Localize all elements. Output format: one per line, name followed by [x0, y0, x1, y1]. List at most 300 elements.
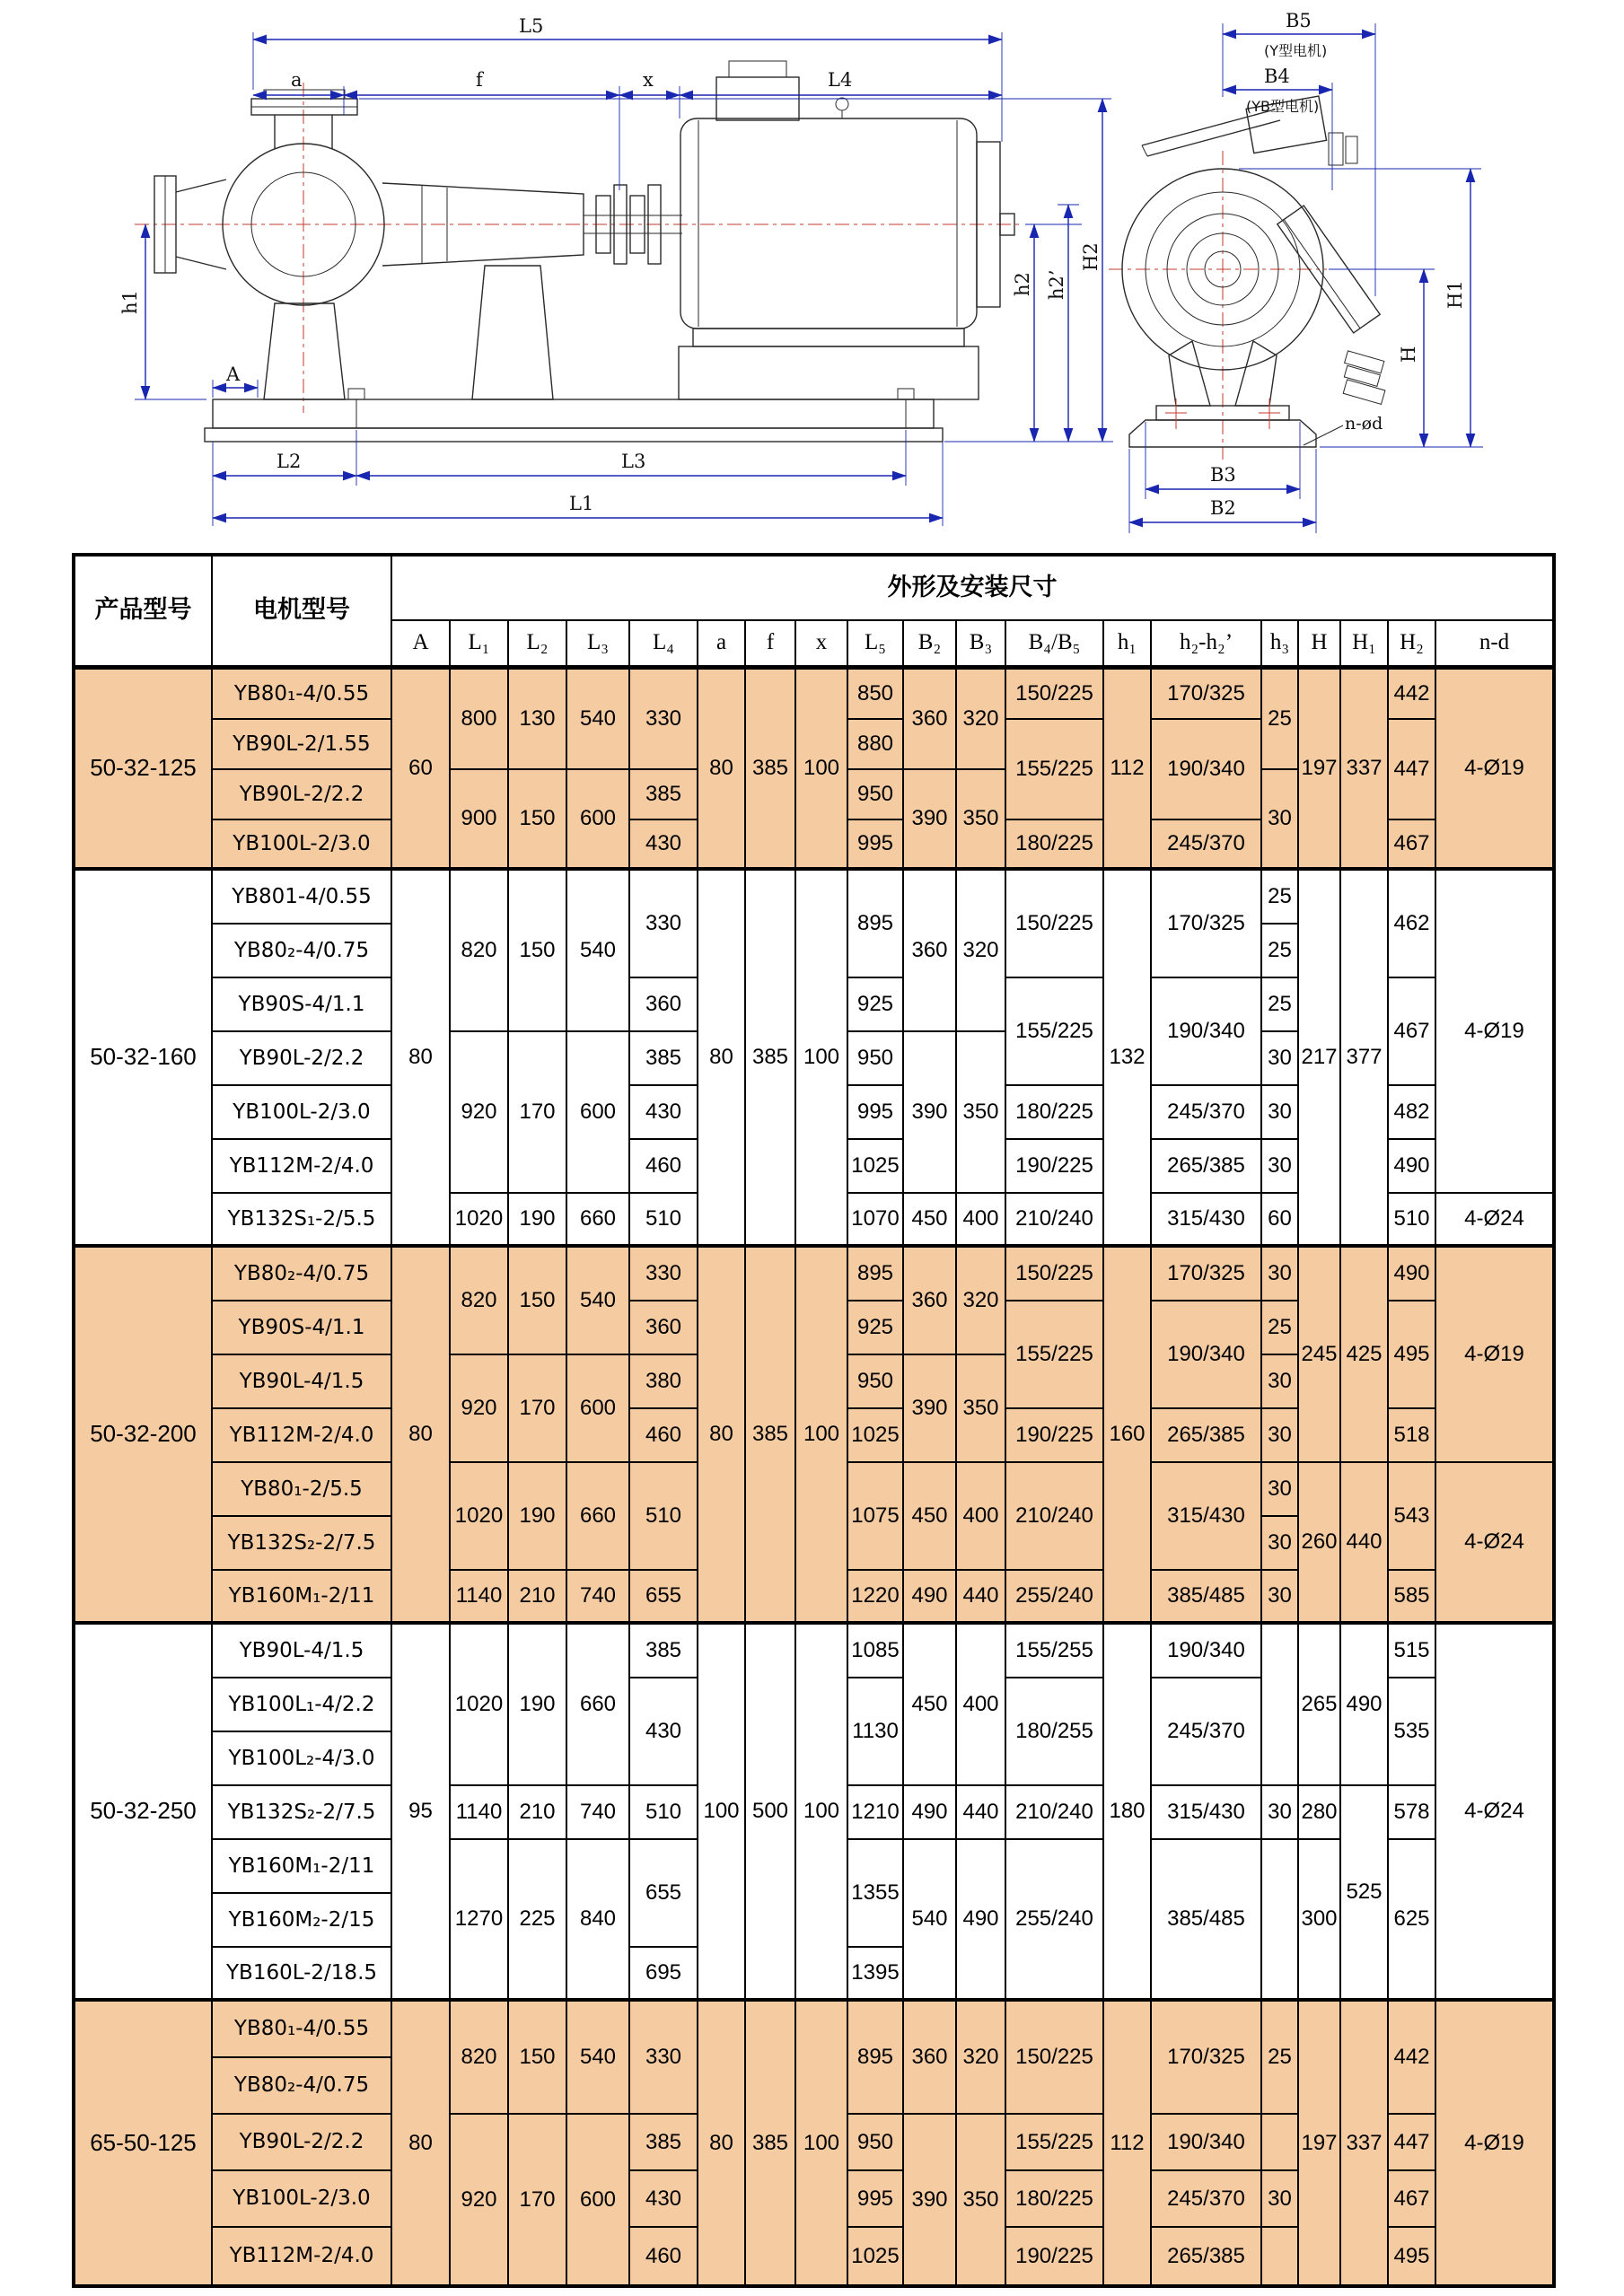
motor-cell: YB100L₁-4/2.2 [213, 1678, 392, 1732]
dim-cell: 30 [1262, 2171, 1299, 2228]
dim-cell: 540 [567, 670, 630, 770]
dim-cell: 840 [567, 1840, 630, 2002]
dim-cell: 330 [630, 2002, 698, 2115]
dim-cell: 1025 [848, 1140, 904, 1194]
dim-cell: 518 [1389, 1409, 1436, 1463]
dim-cell: 25 [1262, 871, 1299, 925]
dim-label-L5: L5 [519, 15, 544, 37]
dim-cell: 80 [698, 2002, 746, 2284]
motor-cell: YB100L-2/3.0 [213, 2171, 392, 2228]
header-col-6: a [698, 621, 746, 670]
motor-cell: YB80₂-4/0.75 [213, 925, 392, 978]
dim-cell: 190/340 [1152, 1301, 1262, 1409]
motor-cell: YB80₁-2/5.5 [213, 1463, 392, 1517]
dim-cell: 180 [1104, 1625, 1152, 2002]
motor-cell: YB160M₂-2/15 [213, 1894, 392, 1948]
dim-cell: 390 [904, 1355, 957, 1463]
dim-cell: 100 [796, 2002, 848, 2284]
dim-cell: 30 [1262, 1248, 1299, 1301]
dim-cell: 625 [1389, 1840, 1436, 2002]
dim-cell: 245/370 [1152, 820, 1262, 871]
header-col-19: n-d [1436, 621, 1552, 670]
motor-cell: YB100L₂-4/3.0 [213, 1732, 392, 1786]
dim-cell: 180/255 [1006, 1678, 1104, 1786]
motor-cell: YB90L-2/2.2 [213, 1032, 392, 1086]
dim-cell: 510 [630, 1194, 698, 1248]
dim-cell: 190/225 [1006, 1140, 1104, 1194]
header-col-17: H₁ [1341, 621, 1389, 670]
dim-cell: 350 [957, 770, 1006, 871]
motor-cell: YB160M₁-2/11 [213, 1571, 392, 1625]
dim-cell: 337 [1341, 2002, 1389, 2284]
dim-cell: 265/385 [1152, 1409, 1262, 1463]
dim-label-H: H [1398, 346, 1419, 363]
dim-cell: 510 [630, 1786, 698, 1840]
dim-cell: 210 [509, 1786, 567, 1840]
dim-cell: 4-Ø24 [1436, 1463, 1552, 1625]
dim-cell: 467 [1389, 2171, 1436, 2228]
dim-cell: 1140 [451, 1571, 509, 1625]
motor-cell: YB100L-2/3.0 [213, 820, 392, 871]
dim-label-h1: h1 [119, 290, 141, 314]
dim-cell: 197 [1299, 670, 1341, 871]
dim-cell: 25 [1262, 2002, 1299, 2115]
dim-cell: 578 [1389, 1786, 1436, 1840]
dim-cell: 660 [567, 1625, 630, 1786]
dim-cell: 360 [904, 670, 957, 770]
dim-cell: 385 [746, 1248, 796, 1625]
motor-cell: YB112M-2/4.0 [213, 1409, 392, 1463]
dim-cell: 130 [509, 670, 567, 770]
dim-cell: 190/340 [1152, 978, 1262, 1086]
dim-cell: 100 [796, 670, 848, 871]
dim-cell: 925 [848, 978, 904, 1032]
dim-cell: 170 [509, 1355, 567, 1463]
dim-cell: 385 [746, 2002, 796, 2284]
dim-cell: 540 [567, 2002, 630, 2115]
dim-cell: 210/240 [1006, 1786, 1104, 1840]
dim-cell: 920 [451, 1355, 509, 1463]
dim-label-B5: B5 [1286, 10, 1312, 31]
dim-cell: 25 [1262, 925, 1299, 978]
dim-label-h2-prime: h2’ [1046, 269, 1067, 300]
dim-cell: 820 [451, 2002, 509, 2115]
dim-cell: 482 [1389, 1086, 1436, 1140]
dim-cell: 895 [848, 871, 904, 978]
end-view-dimensions [1129, 10, 1483, 533]
dim-cell: 4-Ø19 [1436, 670, 1552, 871]
dim-cell: 100 [796, 871, 848, 1248]
motor-cell: YB132S₂-2/7.5 [213, 1786, 392, 1840]
dim-cell: 1070 [848, 1194, 904, 1248]
dim-cell: 255/240 [1006, 1571, 1104, 1625]
dim-cell: 995 [848, 2171, 904, 2228]
dim-cell: 1140 [451, 1786, 509, 1840]
dim-cell: 150 [509, 2002, 567, 2115]
dim-cell: 450 [904, 1463, 957, 1571]
dim-cell: 460 [630, 2228, 698, 2284]
dim-cell: 430 [630, 1086, 698, 1140]
header-col-15: h₃ [1262, 621, 1299, 670]
dim-cell: 210 [509, 1571, 567, 1625]
dim-cell: 660 [567, 1463, 630, 1571]
dim-cell: 925 [848, 1301, 904, 1355]
dim-cell: 510 [1389, 1194, 1436, 1248]
dim-cell: 600 [567, 1355, 630, 1463]
dim-cell: 1020 [451, 1463, 509, 1571]
dim-cell [1262, 2115, 1299, 2171]
dim-cell: 170 [509, 1032, 567, 1194]
dim-cell: 30 [1262, 1140, 1299, 1194]
dim-cell: 515 [1389, 1625, 1436, 1678]
dim-label-H2: H2 [1080, 242, 1102, 271]
dim-cell: 350 [957, 1032, 1006, 1194]
model-cell: 50-32-200 [75, 1248, 213, 1625]
dim-cell: 190/340 [1152, 720, 1262, 820]
dim-cell: 442 [1389, 670, 1436, 720]
motor-cell: YB90L-2/1.55 [213, 720, 392, 770]
dim-cell: 490 [957, 1840, 1006, 2002]
dim-cell: 30 [1262, 770, 1299, 871]
dim-cell [1262, 1840, 1299, 2002]
dim-label-L4: L4 [828, 69, 853, 91]
dim-cell: 385 [746, 871, 796, 1248]
dim-label-x: x [643, 69, 654, 91]
dim-cell: 180/225 [1006, 2171, 1104, 2228]
dim-cell: 30 [1262, 1032, 1299, 1086]
dim-cell: 265 [1299, 1625, 1341, 1786]
side-view-geometry [135, 61, 1023, 442]
dim-cell: 510 [630, 1463, 698, 1571]
dim-cell: 155/225 [1006, 1301, 1104, 1409]
dim-cell: 360 [904, 1248, 957, 1355]
dim-cell: 385 [630, 770, 698, 820]
motor-cell: YB112M-2/4.0 [213, 2228, 392, 2284]
dim-cell: 190/340 [1152, 2115, 1262, 2171]
motor-cell: YB90L-4/1.5 [213, 1355, 392, 1409]
dim-cell: 190 [509, 1625, 567, 1786]
dim-cell: 197 [1299, 2002, 1341, 2284]
dim-label-f: f [476, 69, 483, 91]
dim-cell: 600 [567, 1032, 630, 1194]
dim-cell: 490 [1389, 1248, 1436, 1301]
dim-cell: 1220 [848, 1571, 904, 1625]
pump-dimension-drawing [0, 0, 1624, 555]
dim-label-B4: B4 [1264, 66, 1290, 87]
dim-cell: 390 [904, 2115, 957, 2284]
dim-cell: 190/340 [1152, 1625, 1262, 1678]
dim-cell: 30 [1262, 1355, 1299, 1409]
dim-cell: 950 [848, 1355, 904, 1409]
dim-label-h2: h2 [1012, 272, 1033, 296]
dim-cell: 425 [1341, 1248, 1389, 1463]
dim-cell: 920 [451, 1032, 509, 1194]
dim-cell: 150/225 [1006, 2002, 1104, 2115]
dim-cell: 4-Ø24 [1436, 1194, 1552, 1248]
dim-cell: 430 [630, 1678, 698, 1786]
dim-cell: 900 [451, 770, 509, 871]
dim-cell: 655 [630, 1571, 698, 1625]
header-dimensions-span: 外形及安装尺寸 [392, 556, 1552, 621]
dim-cell: 440 [957, 1571, 1006, 1625]
dim-cell [1262, 1625, 1299, 1786]
motor-cell: YB80₁-4/0.55 [213, 670, 392, 720]
dim-cell: 4-Ø19 [1436, 2002, 1552, 2284]
dim-cell: 360 [904, 2002, 957, 2115]
dim-cell: 1020 [451, 1194, 509, 1248]
dim-cell: 450 [904, 1194, 957, 1248]
model-cell: 50-32-125 [75, 670, 213, 871]
dim-cell: 30 [1262, 1517, 1299, 1571]
dim-cell: 850 [848, 670, 904, 720]
dim-cell: 190 [509, 1463, 567, 1571]
dim-cell: 360 [630, 1301, 698, 1355]
dim-cell: 25 [1262, 978, 1299, 1032]
dim-cell: 995 [848, 820, 904, 871]
header-col-7: f [746, 621, 796, 670]
dim-cell: 385/485 [1152, 1571, 1262, 1625]
dim-cell: 255/240 [1006, 1840, 1104, 2002]
motor-cell: YB112M-2/4.0 [213, 1140, 392, 1194]
motor-cell: YB160L-2/18.5 [213, 1948, 392, 2002]
dim-cell: 30 [1262, 1409, 1299, 1463]
header-col-10: B₂ [904, 621, 957, 670]
dim-cell: 150/225 [1006, 871, 1104, 978]
header-col-9: L₅ [848, 621, 904, 670]
header-product-model: 产品型号 [75, 556, 213, 670]
dim-cell: 112 [1104, 670, 1152, 871]
dim-label-B3: B3 [1210, 464, 1236, 486]
dim-label-L3: L3 [621, 451, 646, 472]
motor-cell: YB90L-2/2.2 [213, 2115, 392, 2171]
dim-cell: 377 [1341, 871, 1389, 1248]
dim-cell: 385 [746, 670, 796, 871]
dim-cell: 1270 [451, 1840, 509, 2002]
dim-cell: 80 [698, 670, 746, 871]
model-cell: 65-50-125 [75, 2002, 213, 2284]
dim-cell: 540 [904, 1840, 957, 2002]
motor-cell: YB132S₁-2/5.5 [213, 1194, 392, 1248]
dim-cell: 895 [848, 2002, 904, 2115]
motor-cell: YB801-4/0.55 [213, 871, 392, 925]
dim-cell: 360 [904, 871, 957, 1032]
dim-cell: 315/430 [1152, 1786, 1262, 1840]
dim-cell: 350 [957, 2115, 1006, 2284]
header-col-8: x [796, 621, 848, 670]
dim-cell: 400 [957, 1194, 1006, 1248]
note-y-motor: (Y型电机) [1264, 42, 1328, 59]
dim-cell: 320 [957, 871, 1006, 1032]
dim-cell: 995 [848, 1086, 904, 1140]
dim-label-a: a [291, 69, 303, 91]
dim-cell: 265/385 [1152, 1140, 1262, 1194]
dim-cell: 170 [509, 2115, 567, 2284]
dim-cell: 4-Ø19 [1436, 871, 1552, 1194]
dim-label-n-od: n-ød [1345, 414, 1383, 434]
dim-cell: 300 [1299, 1840, 1341, 2002]
dim-cell: 600 [567, 2115, 630, 2284]
dim-cell: 350 [957, 1355, 1006, 1463]
dim-cell: 1025 [848, 1409, 904, 1463]
dim-cell: 447 [1389, 2115, 1436, 2171]
dim-cell: 170/325 [1152, 2002, 1262, 2115]
dim-cell: 820 [451, 1248, 509, 1355]
dim-cell: 490 [904, 1786, 957, 1840]
dim-cell: 260 [1299, 1463, 1341, 1625]
dim-cell: 1210 [848, 1786, 904, 1840]
dim-cell: 315/430 [1152, 1463, 1262, 1571]
dim-cell: 150 [509, 871, 567, 1032]
dim-cell: 540 [567, 1248, 630, 1355]
dim-cell: 400 [957, 1625, 1006, 1786]
dim-cell: 95 [392, 1625, 451, 2002]
dim-cell: 80 [392, 871, 451, 1248]
dim-cell: 895 [848, 1248, 904, 1301]
header-col-12: B₄/B₅ [1006, 621, 1104, 670]
dim-cell: 360 [630, 978, 698, 1032]
dim-cell: 950 [848, 770, 904, 820]
dim-cell: 543 [1389, 1463, 1436, 1571]
dim-cell: 155/225 [1006, 978, 1104, 1086]
header-col-11: B₃ [957, 621, 1006, 670]
dim-cell: 467 [1389, 820, 1436, 871]
dim-cell: 80 [392, 2002, 451, 2284]
dim-cell: 440 [1341, 1463, 1389, 1625]
dim-cell: 490 [1341, 1625, 1389, 1786]
motor-cell: YB160M₁-2/11 [213, 1840, 392, 1894]
dim-cell: 400 [957, 1463, 1006, 1571]
dimension-table-grid [75, 556, 1552, 2284]
dim-cell: 150 [509, 1248, 567, 1355]
dim-cell: 490 [904, 1571, 957, 1625]
dim-cell: 430 [630, 2171, 698, 2228]
dim-cell: 490 [1389, 1140, 1436, 1194]
dim-cell: 880 [848, 720, 904, 770]
dim-cell: 500 [746, 1625, 796, 2002]
dim-cell: 447 [1389, 720, 1436, 820]
dim-cell: 430 [630, 820, 698, 871]
dim-cell: 245/370 [1152, 2171, 1262, 2228]
header-col-4: L₃ [567, 621, 630, 670]
dim-cell: 170/325 [1152, 670, 1262, 720]
header-col-14: h₂-h₂’ [1152, 621, 1262, 670]
header-col-5: L₄ [630, 621, 698, 670]
dim-cell: 585 [1389, 1571, 1436, 1625]
dim-label-H1: H1 [1444, 280, 1466, 309]
dim-cell: 462 [1389, 871, 1436, 978]
dim-cell: 385 [630, 1625, 698, 1678]
dim-cell: 820 [451, 871, 509, 1032]
motor-cell: YB100L-2/3.0 [213, 1086, 392, 1140]
dim-cell: 320 [957, 1248, 1006, 1355]
dim-cell: 740 [567, 1786, 630, 1840]
dim-cell: 1085 [848, 1625, 904, 1678]
motor-cell: YB90L-2/2.2 [213, 770, 392, 820]
dim-cell: 337 [1341, 670, 1389, 871]
dim-cell: 150 [509, 770, 567, 871]
dim-cell: 80 [392, 1248, 451, 1625]
header-col-2: L₁ [451, 621, 509, 670]
dim-cell: 225 [509, 1840, 567, 2002]
dim-cell: 1130 [848, 1678, 904, 1786]
dim-cell: 30 [1262, 1086, 1299, 1140]
dim-cell: 210/240 [1006, 1194, 1104, 1248]
dim-cell: 155/225 [1006, 720, 1104, 820]
motor-cell: YB80₂-4/0.75 [213, 1248, 392, 1301]
dim-cell: 180/225 [1006, 820, 1104, 871]
dim-cell: 217 [1299, 871, 1341, 1248]
motor-cell: YB80₁-4/0.55 [213, 2002, 392, 2058]
model-cell: 50-32-160 [75, 871, 213, 1248]
header-col-3: L₂ [509, 621, 567, 670]
dim-cell: 467 [1389, 978, 1436, 1086]
dim-cell: 660 [567, 1194, 630, 1248]
header-col-18: H₂ [1389, 621, 1436, 670]
dim-cell: 190/225 [1006, 1409, 1104, 1463]
model-cell: 50-32-250 [75, 1625, 213, 2002]
dim-cell: 740 [567, 1571, 630, 1625]
dim-cell: 25 [1262, 1301, 1299, 1355]
dim-cell: 1025 [848, 2228, 904, 2284]
dim-label-B2: B2 [1210, 497, 1236, 519]
dim-cell: 80 [698, 1248, 746, 1625]
dim-cell: 160 [1104, 1248, 1152, 1625]
note-yb-motor: (YB型电机) [1246, 98, 1320, 115]
dim-cell: 535 [1389, 1678, 1436, 1786]
dim-cell: 100 [796, 1248, 848, 1625]
dim-cell: 385/485 [1152, 1840, 1262, 2002]
dim-cell: 330 [630, 1248, 698, 1301]
dim-cell: 390 [904, 1032, 957, 1194]
dim-cell: 950 [848, 2115, 904, 2171]
dim-cell: 315/430 [1152, 1194, 1262, 1248]
dim-cell: 440 [957, 1786, 1006, 1840]
dim-cell: 170/325 [1152, 871, 1262, 978]
dim-cell: 4-Ø19 [1436, 1248, 1552, 1463]
motor-cell: YB90L-4/1.5 [213, 1625, 392, 1678]
motor-cell: YB80₂-4/0.75 [213, 2058, 392, 2115]
dim-cell: 190 [509, 1194, 567, 1248]
header-col-13: h₁ [1104, 621, 1152, 670]
motor-cell: YB90S-4/1.1 [213, 1301, 392, 1355]
dim-cell: 320 [957, 670, 1006, 770]
dim-cell: 60 [1262, 1194, 1299, 1248]
dim-cell: 100 [698, 1625, 746, 2002]
motor-cell: YB132S₂-2/7.5 [213, 1517, 392, 1571]
dim-cell: 495 [1389, 2228, 1436, 2284]
header-motor-model: 电机型号 [213, 556, 392, 670]
dim-cell: 245/370 [1152, 1086, 1262, 1140]
dim-cell: 540 [567, 871, 630, 1032]
dim-cell: 385 [630, 2115, 698, 2171]
dim-cell: 180/225 [1006, 1086, 1104, 1140]
dim-cell: 155/255 [1006, 1625, 1104, 1678]
dim-cell: 30 [1262, 1786, 1299, 1840]
dim-cell: 460 [630, 1409, 698, 1463]
header-col-16: H [1299, 621, 1341, 670]
dim-label-A: A [226, 364, 241, 385]
dim-cell: 950 [848, 1032, 904, 1086]
dim-cell: 442 [1389, 2002, 1436, 2115]
dim-cell: 460 [630, 1140, 698, 1194]
dim-cell: 170/325 [1152, 1248, 1262, 1301]
dim-cell: 132 [1104, 871, 1152, 1248]
dim-cell: 150/225 [1006, 1248, 1104, 1301]
dim-cell: 380 [630, 1355, 698, 1409]
dim-cell: 600 [567, 770, 630, 871]
dim-label-L1: L1 [569, 493, 594, 514]
dim-cell: 1395 [848, 1948, 904, 2002]
